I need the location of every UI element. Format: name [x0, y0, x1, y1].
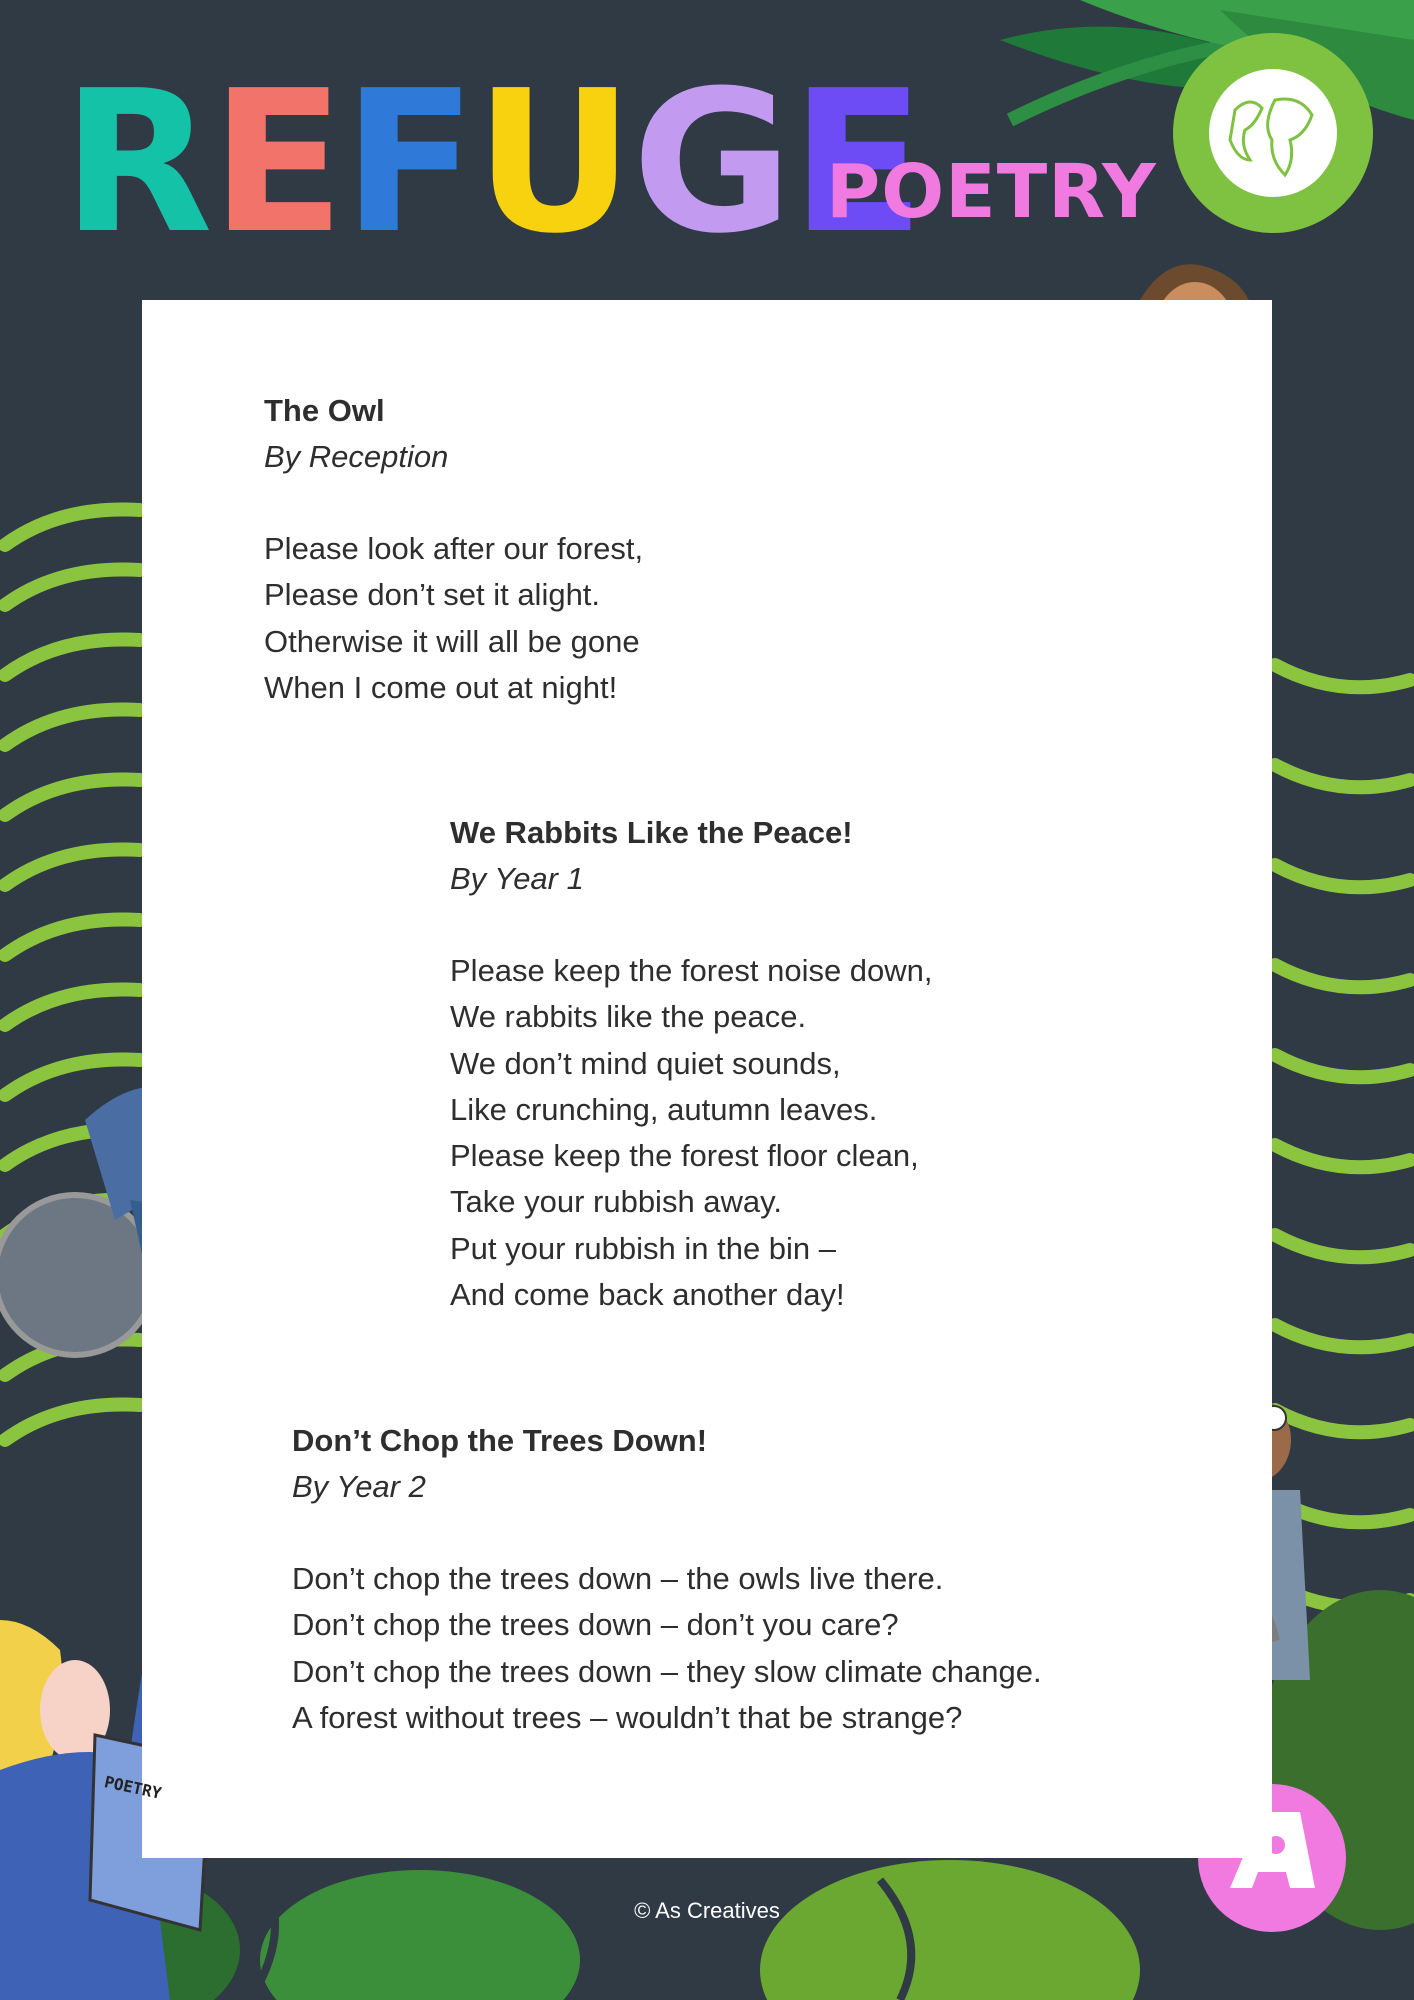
poem-line: Like crunching, autumn leaves.: [450, 1091, 878, 1127]
poem-line: Please don’t set it alight.: [264, 577, 601, 613]
title-letter-e2: E: [790, 49, 921, 277]
globe-icon: [1173, 33, 1373, 233]
poem-line: Don’t chop the trees down – they slow climate change.: [292, 1653, 1042, 1689]
poem-author: By Reception: [264, 439, 449, 474]
copyright-footer: © As Creatives: [634, 1898, 780, 1923]
poem-author: By Year 1: [450, 861, 584, 896]
poem-line: Please keep the forest floor clean,: [450, 1138, 919, 1174]
poem-line: Don’t chop the trees down – the owls live there.: [292, 1561, 944, 1596]
poem-we-rabbits: [450, 810, 933, 1318]
poem-dont-chop: [292, 1418, 1042, 1741]
poem-line: A forest without trees – wouldn’t that be strange?: [292, 1699, 963, 1735]
title-letter-u: U: [474, 49, 630, 277]
poem-line: Take your rubbish away.: [450, 1184, 782, 1220]
book-cover-text: POETRY: [102, 1772, 164, 1803]
poetry-subtitle: POETRY: [826, 149, 1157, 235]
poem-line: Please look after our forest,: [264, 531, 644, 566]
poem-title: Don’t Chop the Trees Down!: [292, 1423, 708, 1458]
poem-author: By Year 2: [292, 1469, 426, 1504]
poem-title: The Owl: [264, 393, 385, 428]
title-letter-f: F: [342, 49, 473, 277]
poem-title: We Rabbits Like the Peace!: [450, 815, 853, 850]
refuge-title: [62, 49, 923, 277]
poem-line: We rabbits like the peace.: [450, 999, 807, 1035]
poem-line: Put your rubbish in the bin –: [450, 1230, 837, 1266]
title-letter-r: R: [62, 49, 209, 277]
poem-line: Otherwise it will all be gone: [264, 623, 640, 659]
poem-line: And come back another day!: [450, 1277, 845, 1313]
poem-line: Please keep the forest noise down,: [450, 953, 933, 988]
title-letter-g: G: [631, 49, 789, 277]
right-wave-stripes: [1275, 665, 1410, 1607]
poem-the-owl: [264, 388, 643, 711]
title-letter-e: E: [210, 49, 341, 277]
poem-line: We don’t mind quiet sounds,: [450, 1045, 841, 1081]
poem-line: When I come out at night!: [264, 669, 618, 705]
poem-line: Don’t chop the trees down – don’t you care?: [292, 1607, 899, 1643]
